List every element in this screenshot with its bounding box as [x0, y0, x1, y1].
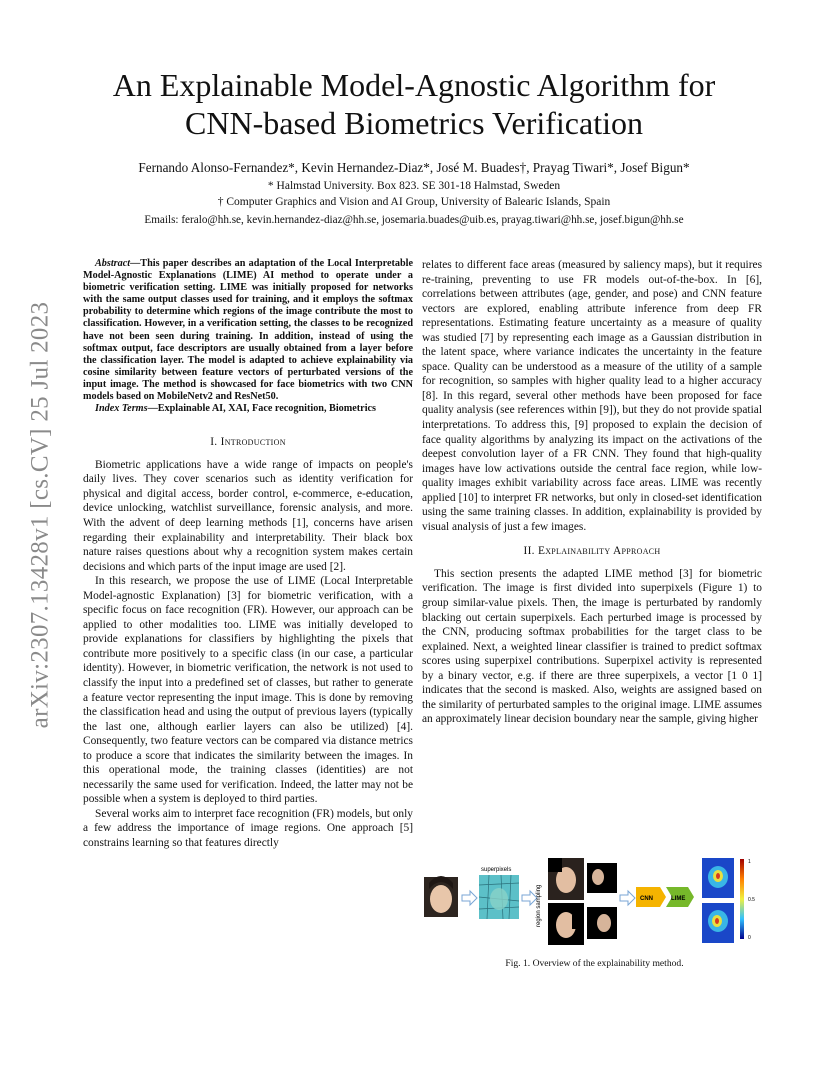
author-block — [60, 160, 768, 228]
arrow-icon — [620, 891, 635, 905]
index-terms-label: Index Terms — [95, 403, 148, 415]
perturbed-samples — [548, 858, 617, 945]
index-terms-text: —Explainable AI, XAI, Face recognition, Biometrics — [147, 403, 377, 415]
intro-paragraph-2: In this research, we propose the use of LIME (Local Interpretable Model-agnostic Explanation) [3] for biometric verification, with a specific focus on face recognition (FR). However, our approach can be applied to other modalities too. LIME was initially developed to provide explanations for classifiers by highlighting the pixels that contribute more positively to a specific class (in our case, a particular identity). However, in biometric verification, the network is not used to classify the input into a predefined set of classes, but rather to generate a feature vector representing the input image. This is done by removing the classification head and using the output of previous layers (typically the last one, although earlier layers can also be utilized) [4]. Consequently, two feature vectors can be compared via distance metrics to produce a score that indicates the similarity between the images. In this operational mode, the training classes (identities) are not necessarily the same used for verification. Indeed, the latter may not be possible when a system is deployed to third parties. — [83, 575, 413, 806]
heatmap-outputs — [702, 858, 734, 943]
lime-label: LIME — [671, 896, 686, 902]
method-overview-figure — [422, 855, 767, 950]
left-column — [83, 258, 413, 851]
colorbar — [740, 859, 744, 939]
related-work-paragraph: relates to different face areas (measured by saliency maps), but it requires re-training, preventing to use FR models out-of-the-box. In [6], correlations between attributes (age, gender, and pose) and CNN feature vectors are explored, enabling attribute inference from deep FR representations. Estimating feature uncertainty as a measure of quality was studied [7] by representing each image as a Gaussian distribution in the latent space, where variance indicates the uncertainty in the feature space. Quality can be understood as a measure of the utility of a sample for recognition, so samples with higher quality lead to a higher accuracy [8]. In this regard, several other methods have been proposed for face quality analysis (see references within [9]), but they do not provide spatial interpretations. To address this, [9] proposed to explain the decision of face quality algorithms by analyzing its impact on the activations of the deepest convolution layer of a FR CNN. They found that high-quality images have low activations outside the central face region, while low-quality images exhibit variability across face areas. LIME was recently applied [10] to interpret FR networks, but only in closed-set identification using the same training classes. In addition, explainability is provided by visual analysis of just a few images. — [422, 259, 762, 533]
colorbar-tick-bottom: 0 — [748, 935, 751, 941]
figure-caption: Fig. 1. Overview of the explainability method. — [505, 958, 684, 969]
superpixels-label: superpixels — [481, 867, 512, 873]
cnn-label: CNN — [640, 896, 653, 902]
arrow-icon — [462, 891, 477, 905]
section-heading-approach: II. Explainability Approach — [523, 545, 661, 558]
paper-title — [60, 66, 768, 142]
email-list: Emails: feralo@hh.se, kevin.hernandez-diaz@hh.se, josemaria.buades@uib.es, prayag.tiwari@hh.se, josef.bigun@hh.se — [144, 214, 684, 226]
intro-paragraph-1: Biometric applications have a wide range of impacts on people's daily lives. They cover scenarios such as identity verification for physical and digital access, border control, e-commerce, e-education, device unlocking, watchlist surveillance, forensic analysis, and more. With the advent of deep learning methods [1], concerns have arisen regarding their explainability and interpretability. Their black box nature raises questions about why a recognition system makes certain decisions and which parts of the input image are used [2]. — [83, 458, 413, 573]
index-terms — [83, 403, 413, 415]
affiliation-2: † Computer Graphics and Vision and AI Group, University of Balearic Islands, Spain — [217, 196, 611, 208]
approach-paragraph: This section presents the adapted LIME method [3] for biometric verification. The image is first divided into superpixels (Figure 1) to group similar-value pixels. Then, the image is perturbated by randomly blacking out certain superpixels. Each perturbed image is processed by the CNN, producing softmax probabilities for the target class to be explained. Next, a weighted linear classifier is trained to predict softmax scores using superpixel contributions. Superpixel activity is represented by a binary vector, e.g. if there are three superpixels, a vector [1 0 1] indicates that the second is masked. Also, weights are assigned based on the similarity of perturbated samples to the original image. LIME assumes an approximately linear decision boundary near the sample, giving higher — [422, 567, 762, 726]
input-face-image — [424, 876, 458, 917]
colorbar-tick-mid: 0.5 — [748, 897, 755, 903]
author-list: Fernando Alonso-Fernandez*, Kevin Hernandez-Diaz*, José M. Buades†, Prayag Tiwari*, Josef Bigun* — [138, 160, 690, 175]
title-line-2: CNN-based Biometrics Verification — [185, 105, 643, 141]
right-column — [422, 258, 762, 727]
arxiv-id: arXiv:2307.13428v1 [cs.CV] 25 Jul 2023 — [26, 301, 53, 729]
abstract-label: Abstract — [95, 258, 131, 269]
region-sampling-label: region sampling — [536, 884, 542, 927]
colorbar-tick-top: 1 — [748, 859, 751, 865]
abstract-text: —This paper describes an adaptation of the Local Interpretable Model-Agnostic Explanations (LIME) AI method to operate under a biometric verification setting. LIME was initially proposed for networks with the same output classes used for training, and it employs the softmax probability to determine which regions of the image contribute the most to classification. However, in a verification setting, the classes to be recognized have not been seen during training. In addition, instead of using the softmax output, face descriptors are usually obtained from a layer before the classification layer. The model is adapted to achieve explainability via cosine similarity between feature vectors of perturbated versions of the input image. The method is showcased for face biometrics with two CNN models based on MobileNetv2 and ResNet50. — [83, 258, 413, 403]
abstract — [83, 258, 413, 403]
arrow-icon — [522, 891, 537, 905]
arxiv-stamp — [20, 280, 60, 750]
title-line-1: An Explainable Model-Agnostic Algorithm for — [112, 67, 716, 103]
affiliation-1: * Halmstad University. Box 823. SE 301-18 Halmstad, Sweden — [267, 180, 561, 192]
intro-paragraph-3: Several works aim to interpret face recognition (FR) models, but only a few address the importance of image regions. One approach [5] constrains learning so that features directly — [83, 807, 413, 849]
superpixels-image — [479, 875, 519, 919]
section-heading-introduction: I. Introduction — [210, 436, 286, 449]
